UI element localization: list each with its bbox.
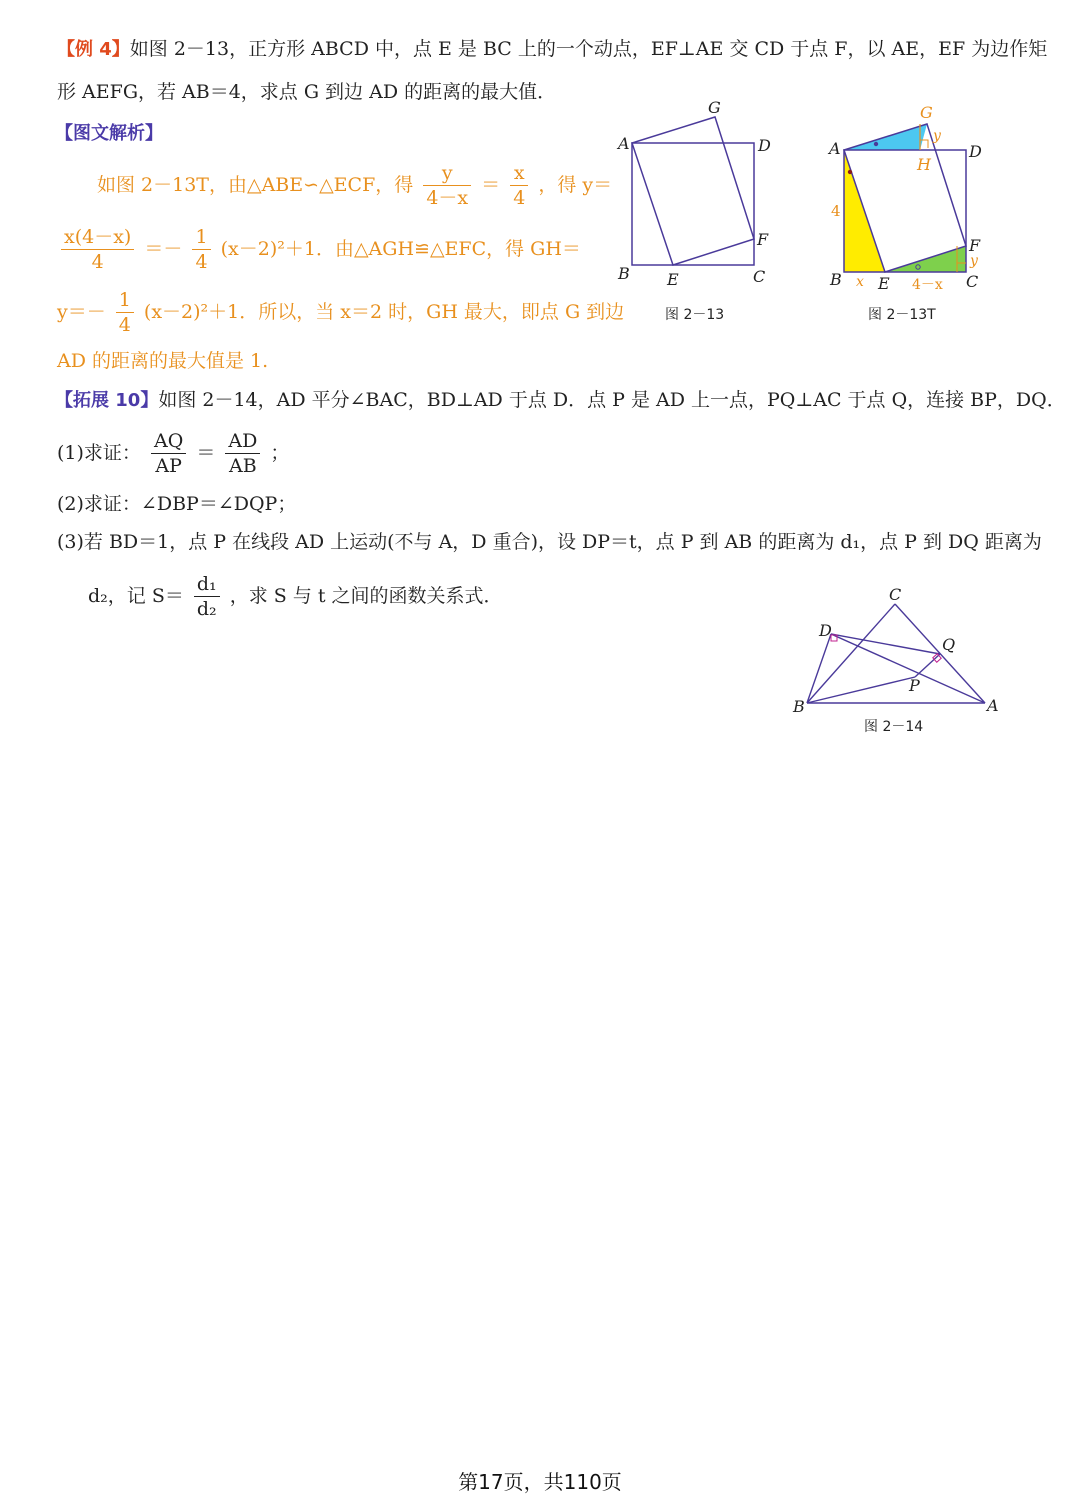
equals-sign: ＝－ bbox=[144, 238, 183, 260]
example-line-2 bbox=[57, 83, 556, 102]
label-a: A bbox=[618, 134, 630, 153]
fraction-denominator: AB bbox=[229, 455, 257, 477]
label-x: x bbox=[856, 274, 864, 290]
label-c: C bbox=[889, 585, 902, 604]
label-4-minus-x: 4－x bbox=[912, 277, 943, 293]
analysis-line-2 bbox=[57, 228, 581, 272]
segment-bd bbox=[807, 634, 831, 703]
extension-intro: 如图 2－14，AD 平分∠BAC，BD⊥AD 于点 D．点 P 是 AD 上一点，PQ⊥AC 于点 Q，连接 BP，DQ． bbox=[158, 389, 1066, 411]
figure-2-14-caption: 图 2－14 bbox=[864, 719, 924, 735]
fraction-denominator: AP bbox=[155, 455, 182, 477]
segment-bp bbox=[807, 677, 915, 703]
analysis-line-3 bbox=[57, 291, 624, 335]
fraction-numerator: d₁ bbox=[194, 575, 220, 597]
label-e: E bbox=[667, 270, 679, 289]
question-1-end: ； bbox=[270, 442, 290, 464]
figure-2-14 bbox=[785, 582, 1005, 717]
page-number: 第17页，共110页 bbox=[458, 1470, 622, 1494]
label-e: E bbox=[878, 274, 890, 293]
fraction-denominator: 4－x bbox=[426, 187, 469, 209]
fraction bbox=[423, 164, 471, 208]
label-c: C bbox=[966, 272, 979, 291]
question-3-tail: ，求 S 与 t 之间的函数关系式． bbox=[229, 585, 503, 607]
label-g: G bbox=[708, 98, 721, 117]
example-text-1: 如图 2－13，正方形 ABCD 中，点 E 是 BC 上的一个动点，EF⊥AE 交 CD 于点 F，以 AE，EF 为边作矩 bbox=[129, 38, 1048, 60]
figure-2-13T-caption: 图 2－13T bbox=[868, 307, 936, 323]
label-d: D bbox=[819, 621, 832, 640]
extension-intro-line bbox=[55, 391, 1066, 410]
label-p: P bbox=[909, 676, 920, 695]
fraction-numerator: x bbox=[510, 164, 528, 186]
label-b: B bbox=[793, 697, 805, 716]
analysis-line-4: AD 的距离的最大值是 1. bbox=[57, 350, 269, 372]
square-abcd bbox=[632, 143, 754, 265]
fraction-denominator: 4 bbox=[195, 251, 208, 273]
label-h: H bbox=[917, 155, 931, 174]
fraction bbox=[116, 291, 134, 335]
fraction-numerator: 1 bbox=[116, 291, 134, 313]
label-a: A bbox=[987, 696, 999, 715]
fraction-numerator: AD bbox=[225, 432, 260, 454]
analysis-line-1 bbox=[97, 164, 612, 208]
label-d: D bbox=[969, 142, 982, 161]
fraction bbox=[61, 228, 134, 272]
segment-dq bbox=[831, 634, 940, 654]
right-angle-mark bbox=[933, 654, 941, 662]
question-1 bbox=[57, 432, 289, 476]
question-3-line-1: (3)若 BD＝1，点 P 在线段 AD 上运动(不与 A，D 重合)，设 DP＝t，点 P 到 AB 的距离为 d₁，点 P 到 DQ 距离为 bbox=[57, 531, 1042, 553]
label-q: Q bbox=[942, 635, 956, 654]
label-f: F bbox=[757, 230, 769, 249]
fraction-denominator: 4 bbox=[513, 187, 526, 209]
label-side-4: 4 bbox=[831, 202, 841, 220]
example-line-1 bbox=[57, 40, 1047, 59]
analysis-l1-text: 如图 2－13T，由△ABE∽△ECF，得 bbox=[97, 174, 414, 196]
fraction bbox=[192, 228, 210, 272]
fraction bbox=[194, 575, 220, 619]
fraction-denominator: 4 bbox=[91, 251, 104, 273]
fraction-denominator: d₂ bbox=[196, 598, 217, 620]
figure-2-13T bbox=[822, 100, 1002, 300]
analysis-l3-text: (x－2)²＋1．所以，当 x＝2 时，GH 最大，即点 G 到边 bbox=[143, 301, 625, 323]
label-a: A bbox=[829, 139, 841, 158]
fraction-numerator: y bbox=[423, 164, 471, 186]
label-b: B bbox=[618, 264, 630, 283]
analysis-tag: 【图文解析】 bbox=[55, 123, 163, 144]
equals-sign: ＝ bbox=[481, 174, 501, 196]
question-3-line-2 bbox=[88, 575, 503, 619]
figure-2-13-caption: 图 2－13 bbox=[665, 307, 725, 323]
question-3-head: d₂，记 S＝ bbox=[88, 585, 184, 607]
segment-bc bbox=[807, 604, 895, 703]
label-f: F bbox=[969, 236, 981, 255]
rectangle-aefg bbox=[632, 117, 754, 265]
segment-pq bbox=[915, 654, 940, 677]
angle-dot bbox=[874, 142, 878, 146]
label-y-top: y bbox=[933, 128, 941, 144]
fraction-denominator: 4 bbox=[118, 314, 131, 336]
analysis-l3-head: y＝－ bbox=[57, 301, 106, 323]
equals-sign: ＝ bbox=[196, 442, 216, 464]
label-b: B bbox=[830, 270, 842, 289]
example-text-2: 形 AEFG，若 AB＝4，求点 G 到边 AD 的距离的最大值． bbox=[57, 81, 557, 103]
figure-2-13 bbox=[610, 95, 790, 295]
extension-tag: 【拓展 10】 bbox=[55, 390, 159, 411]
question-2: (2)求证：∠DBP＝∠DQP； bbox=[57, 493, 297, 515]
angle-dot bbox=[848, 170, 852, 174]
example-tag: 【例 4】 bbox=[57, 39, 130, 60]
segment-da bbox=[831, 634, 985, 703]
label-d: D bbox=[758, 136, 771, 155]
fraction bbox=[225, 432, 260, 476]
fraction bbox=[510, 164, 528, 208]
question-1-label: (1)求证： bbox=[57, 442, 141, 464]
fraction-numerator: x(4－x) bbox=[61, 228, 134, 250]
fraction-numerator: 1 bbox=[192, 228, 210, 250]
analysis-l1-tail: ，得 y＝ bbox=[538, 174, 613, 196]
fraction bbox=[151, 432, 186, 476]
analysis-l2-text: (x－2)²＋1．由△AGH≌△EFC，得 GH＝ bbox=[220, 238, 581, 260]
label-y-right: y bbox=[970, 253, 978, 269]
label-c: C bbox=[753, 267, 766, 286]
fraction-numerator: AQ bbox=[151, 432, 186, 454]
label-g: G bbox=[920, 103, 933, 122]
